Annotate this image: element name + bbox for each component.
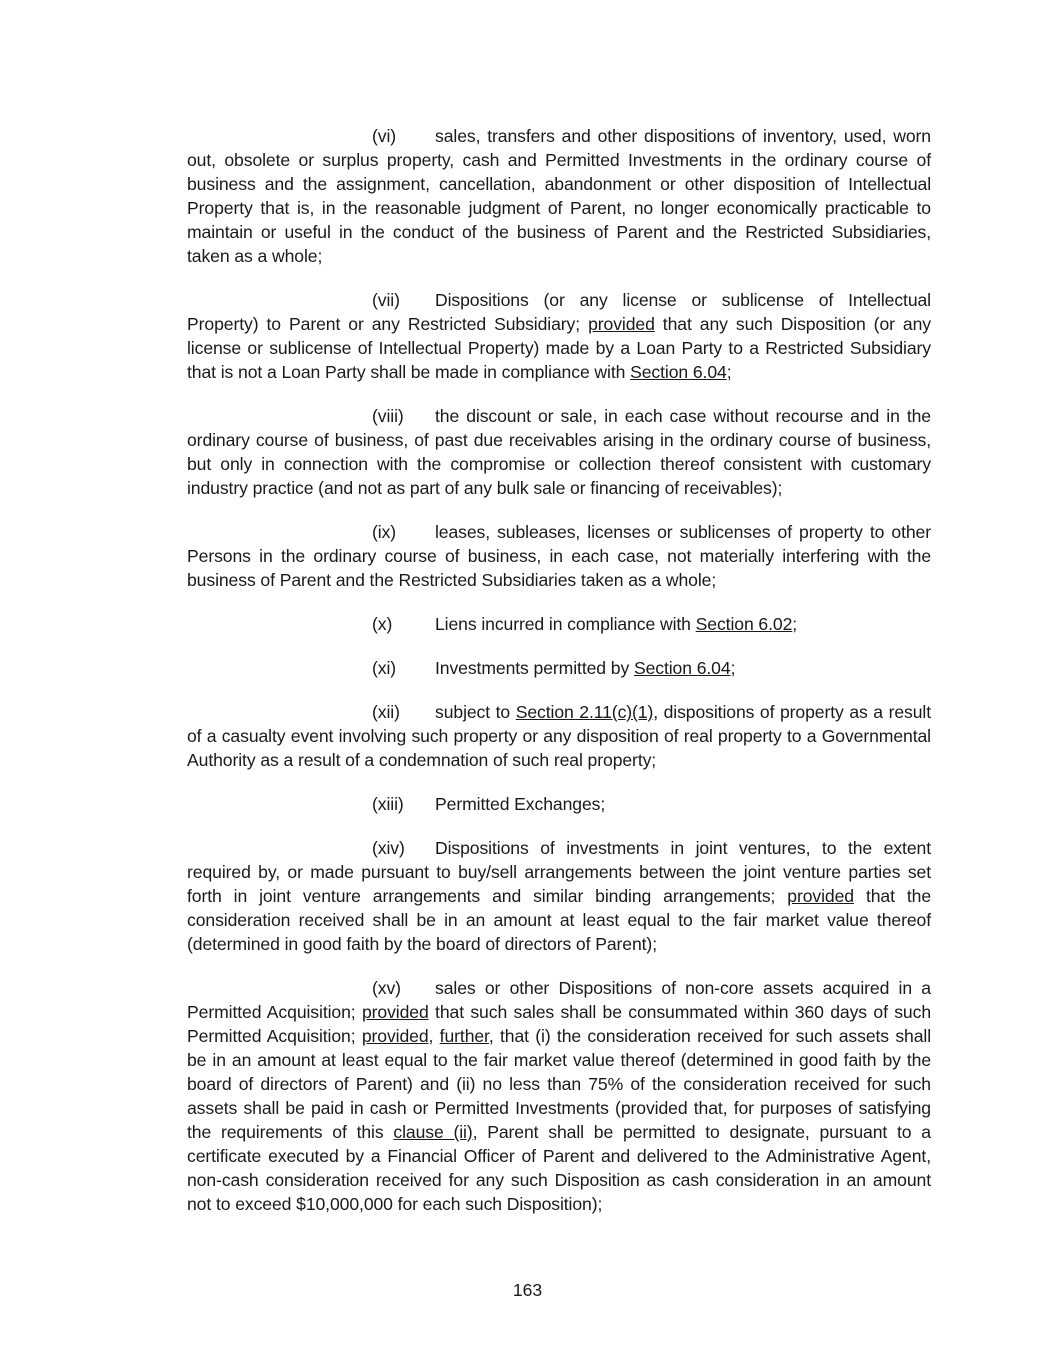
clause-paragraph bbox=[187, 404, 931, 500]
clause-paragraph bbox=[187, 288, 931, 384]
cross-reference: provided bbox=[787, 886, 854, 906]
clause-number: (xii) bbox=[372, 702, 400, 722]
clause-text: sales, transfers and other dispositions of inventory, used, worn out, obsolete or surplus property, cash and Permitted Investments in the ordinary course of business and the assignment, cancellation, abandonment or other disposition of Intellectual Property that is, in the reasonable judgment of Parent, no longer economically practicable to maintain or useful in the conduct of the business of Parent and the Restricted Subsidiaries, taken as a whole; bbox=[187, 126, 931, 266]
clause-text: that any such Disposition (or any license or sublicense of Intellectual Property) made by a Loan Party to a Restricted Subsidiary that is not a Loan Party shall be made in compliance with bbox=[187, 314, 931, 382]
clause-text: ; bbox=[726, 362, 732, 382]
clause-number: (xiv) bbox=[372, 838, 405, 858]
clause-text: leases, subleases, licenses or sublicenses of property to other Persons in the ordinary course of business, in each case, not materially interfering with the business of Parent and the Restricted Subsidiaries taken as a whole; bbox=[187, 522, 931, 590]
clause-number: (xi) bbox=[372, 658, 397, 678]
page-number: 163 bbox=[512, 1280, 543, 1300]
clause-paragraph bbox=[187, 792, 931, 816]
clause-text: sales or other Dispositions of non-core assets acquired in a Permitted Acquisition; bbox=[187, 978, 931, 1022]
cross-reference: clause (ii) bbox=[393, 1122, 473, 1142]
clause-number: (xv) bbox=[372, 978, 401, 998]
cross-reference: Section 2.11(c)(1) bbox=[515, 702, 654, 722]
clause-text: Dispositions (or any license or sublicense of Intellectual Property) to Parent or any Restricted Subsidiary; bbox=[187, 290, 931, 334]
cross-reference: Section 6.04 bbox=[633, 658, 731, 678]
clause-text: , dispositions of property as a result of a casualty event involving such property or any disposition of real property to a Governmental Authority as a result of a condemnation of such real property; bbox=[187, 702, 931, 770]
cross-reference: provided bbox=[361, 1002, 429, 1022]
cross-reference: provided bbox=[588, 314, 655, 334]
clause-text: Dispositions of investments in joint ventures, to the extent required by, or made pursuant to buy/sell arrangements between the joint venture parties set forth in joint venture arrangements and similar binding arrangements; bbox=[187, 838, 931, 906]
clause-text: , Parent shall be permitted to designate, pursuant to a certificate executed by a Financial Officer of Parent and delivered to the Administrative Agent, non-cash consideration received for any such Disposition as cash consideration in an amount not to exceed $10,000,000 for each such Disposition); bbox=[187, 1122, 931, 1214]
clause-text: Investments permitted by bbox=[435, 658, 634, 678]
clause-paragraph bbox=[187, 976, 931, 1216]
cross-reference: Section 6.04 bbox=[630, 362, 727, 382]
clause-number: (vii) bbox=[372, 290, 400, 310]
clause-text: ; bbox=[730, 658, 736, 678]
clause-text: the discount or sale, in each case without recourse and in the ordinary course of business, of past due receivables arising in the ordinary course of business, but only in connection with the compromise or collection thereof consistent with customary industry practice (and not as part of any bulk sale or financing of receivables); bbox=[187, 406, 931, 498]
clause-text: Permitted Exchanges; bbox=[435, 794, 606, 814]
clause-number: (viii) bbox=[372, 406, 404, 426]
clause-number: (x) bbox=[372, 614, 393, 634]
clause-paragraph bbox=[187, 656, 931, 680]
clause-paragraph bbox=[187, 700, 931, 772]
clause-paragraph bbox=[187, 612, 931, 636]
clause-number: (ix) bbox=[372, 522, 397, 542]
cross-reference: further bbox=[439, 1026, 489, 1046]
clause-number: (xiii) bbox=[372, 794, 404, 814]
clause-list bbox=[187, 124, 931, 1236]
cross-reference: provided bbox=[361, 1026, 429, 1046]
clause-text: that the consideration received shall be in an amount at least equal to the fair market value thereof (determined in good faith by the board of directors of Parent); bbox=[187, 886, 931, 954]
clause-text: Liens incurred in compliance with bbox=[435, 614, 696, 634]
clause-number: (vi) bbox=[372, 126, 397, 146]
clause-paragraph bbox=[187, 520, 931, 592]
cross-reference: Section 6.02 bbox=[695, 614, 793, 634]
clause-paragraph bbox=[187, 836, 931, 956]
clause-text: , that (i) the consideration received for such assets shall be in an amount at least equal to the fair market value thereof (determined in good faith by the board of directors of Parent) and (ii) no less than 75% of the consideration received for such assets shall be paid in cash or Permitted Investments (provided that, for purposes of satisfying the requirements of this bbox=[187, 1026, 932, 1142]
clause-text: that such sales shall be consummated within 360 days of such Permitted Acquisition; bbox=[187, 1002, 932, 1046]
clause-text: ; bbox=[792, 614, 798, 634]
clause-paragraph bbox=[187, 124, 931, 268]
clause-text: subject to bbox=[435, 702, 516, 722]
clause-text: , bbox=[428, 1026, 440, 1046]
